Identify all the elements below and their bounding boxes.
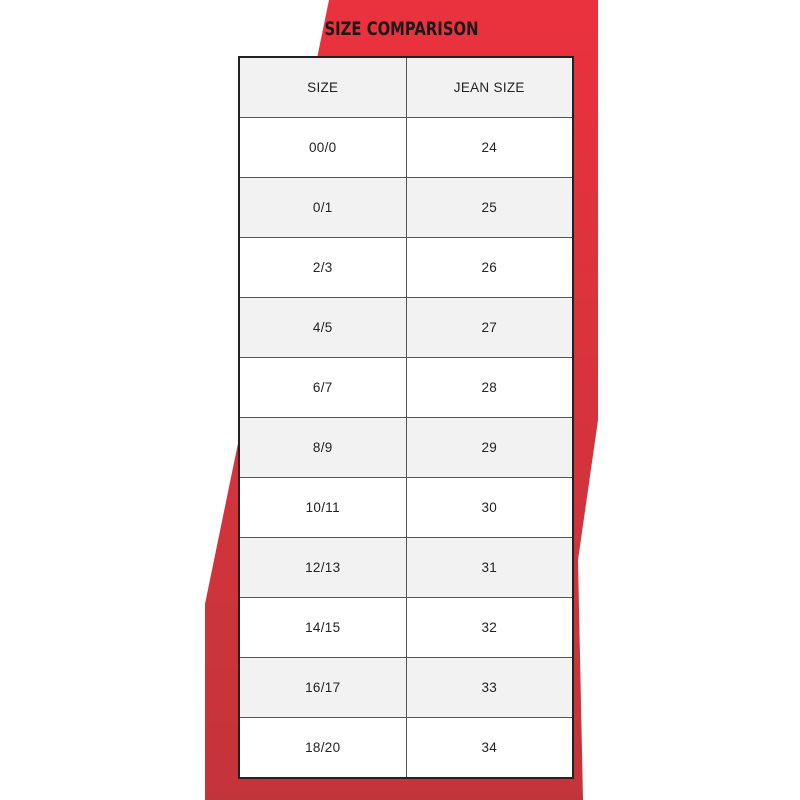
size-cell: 12/13: [239, 538, 406, 598]
table-row: [239, 478, 573, 538]
size-cell: 14/15: [239, 598, 406, 658]
jean-size-cell: 30: [406, 478, 573, 538]
jean-size-cell: 28: [406, 358, 573, 418]
jean-size-cell: 33: [406, 658, 573, 718]
table-row: [239, 658, 573, 718]
size-cell: 16/17: [239, 658, 406, 718]
column-header-jean-size: JEAN SIZE: [406, 57, 573, 118]
jean-size-cell: 29: [406, 418, 573, 478]
size-cell: 8/9: [239, 418, 406, 478]
jean-size-cell: 27: [406, 298, 573, 358]
page-title: SIZE COMPARISON: [324, 18, 479, 40]
table-row: [239, 358, 573, 418]
table-row: [239, 538, 573, 598]
jean-size-cell: 32: [406, 598, 573, 658]
jean-size-cell: 24: [406, 118, 573, 178]
size-cell: 00/0: [239, 118, 406, 178]
table-header-row: [239, 57, 573, 118]
table-row: [239, 178, 573, 238]
size-cell: 2/3: [239, 238, 406, 298]
table-row: [239, 718, 573, 779]
size-comparison-table: [238, 56, 574, 779]
size-cell: 6/7: [239, 358, 406, 418]
table-row: [239, 598, 573, 658]
size-cell: 18/20: [239, 718, 406, 779]
size-cell: 10/11: [239, 478, 406, 538]
jean-size-cell: 31: [406, 538, 573, 598]
table-row: [239, 238, 573, 298]
column-header-size: SIZE: [239, 57, 406, 118]
size-cell: 4/5: [239, 298, 406, 358]
jean-size-cell: 26: [406, 238, 573, 298]
table-row: [239, 418, 573, 478]
jean-size-cell: 34: [406, 718, 573, 779]
size-cell: 0/1: [239, 178, 406, 238]
table-row: [239, 298, 573, 358]
table-row: [239, 118, 573, 178]
jean-size-cell: 25: [406, 178, 573, 238]
